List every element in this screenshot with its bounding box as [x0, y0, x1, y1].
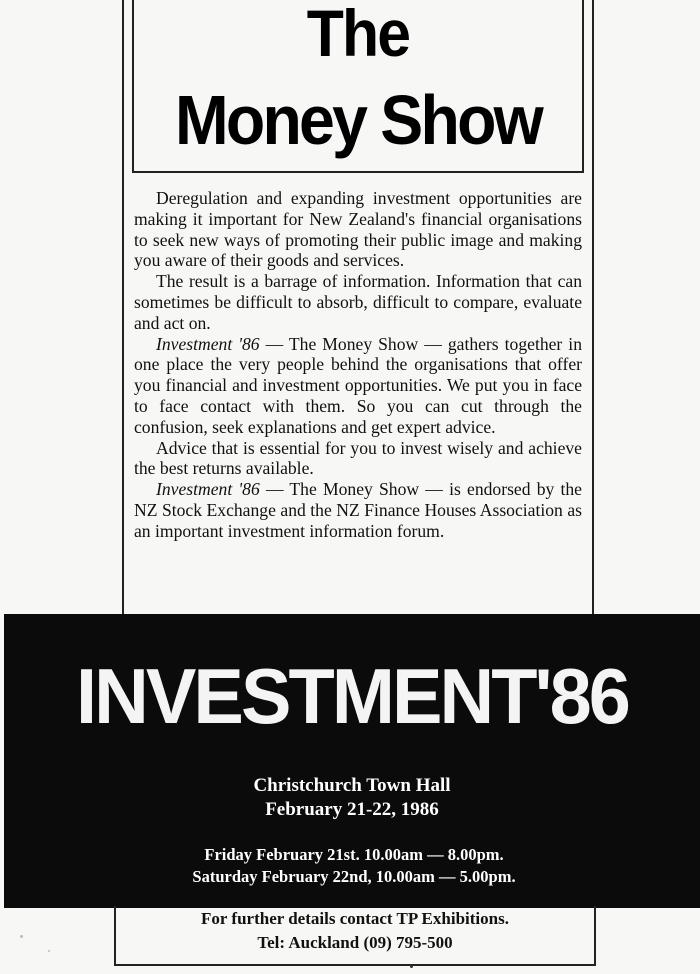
paragraph-1 [134, 188, 582, 271]
phone-line: Tel: Auckland (09) 795-500 [257, 933, 453, 952]
paragraph-3-text: — The Money Show — gathers together in one place the very people behind the organisations that offer you financial and investment opportunities. We put you in face to face contact with them. So you can cut through the confusion, seek explanations and get expert advice. [134, 333, 582, 437]
event-venue: Christchurch Town Hall [253, 775, 451, 796]
event-dates: February 21-22, 1986 [265, 799, 439, 820]
title-line-1: The [306, 0, 410, 70]
paragraph-5-lead: Investment '86 [156, 479, 260, 500]
contact-box [114, 906, 596, 966]
event-banner [4, 614, 700, 908]
paragraph-1-text: Deregulation and expanding investment opportunities are making it important for New Zealand's financial organisations to seek new ways of promoting their public image and making you aware of their goods and services. [134, 188, 582, 271]
print-speck [410, 965, 413, 968]
paragraph-5-text: — The Money Show — is endorsed by the NZ Stock Exchange and the NZ Finance Houses Association as an important investment information forum. [134, 479, 582, 541]
title-box [132, 0, 584, 173]
body-copy [134, 188, 582, 542]
left-border-rule [122, 0, 124, 615]
paragraph-2-text: The result is a barrage of information. Information that can sometimes be difficult to absorb, difficult to compare, evaluate and act on. [134, 271, 582, 333]
paragraph-4 [134, 438, 582, 480]
paragraph-3 [134, 334, 582, 438]
contact-line: For further details contact TP Exhibitions. [201, 909, 509, 928]
paragraph-2 [134, 271, 582, 333]
print-speck [48, 950, 50, 952]
paragraph-3-lead: Investment '86 [156, 333, 260, 354]
print-speck [20, 935, 23, 938]
right-border-rule [592, 0, 594, 615]
event-headline: INVESTMENT'86 [76, 652, 628, 740]
schedule-day-1: Friday February 21st. 10.00am — 8.00pm. [204, 845, 504, 864]
paragraph-5 [134, 479, 582, 541]
title-line-2: Money Show [175, 81, 541, 159]
schedule-day-2: Saturday February 22nd, 10.00am — 5.00pm. [192, 867, 516, 886]
paragraph-4-text: Advice that is essential for you to invest wisely and achieve the best returns available. [134, 437, 582, 479]
